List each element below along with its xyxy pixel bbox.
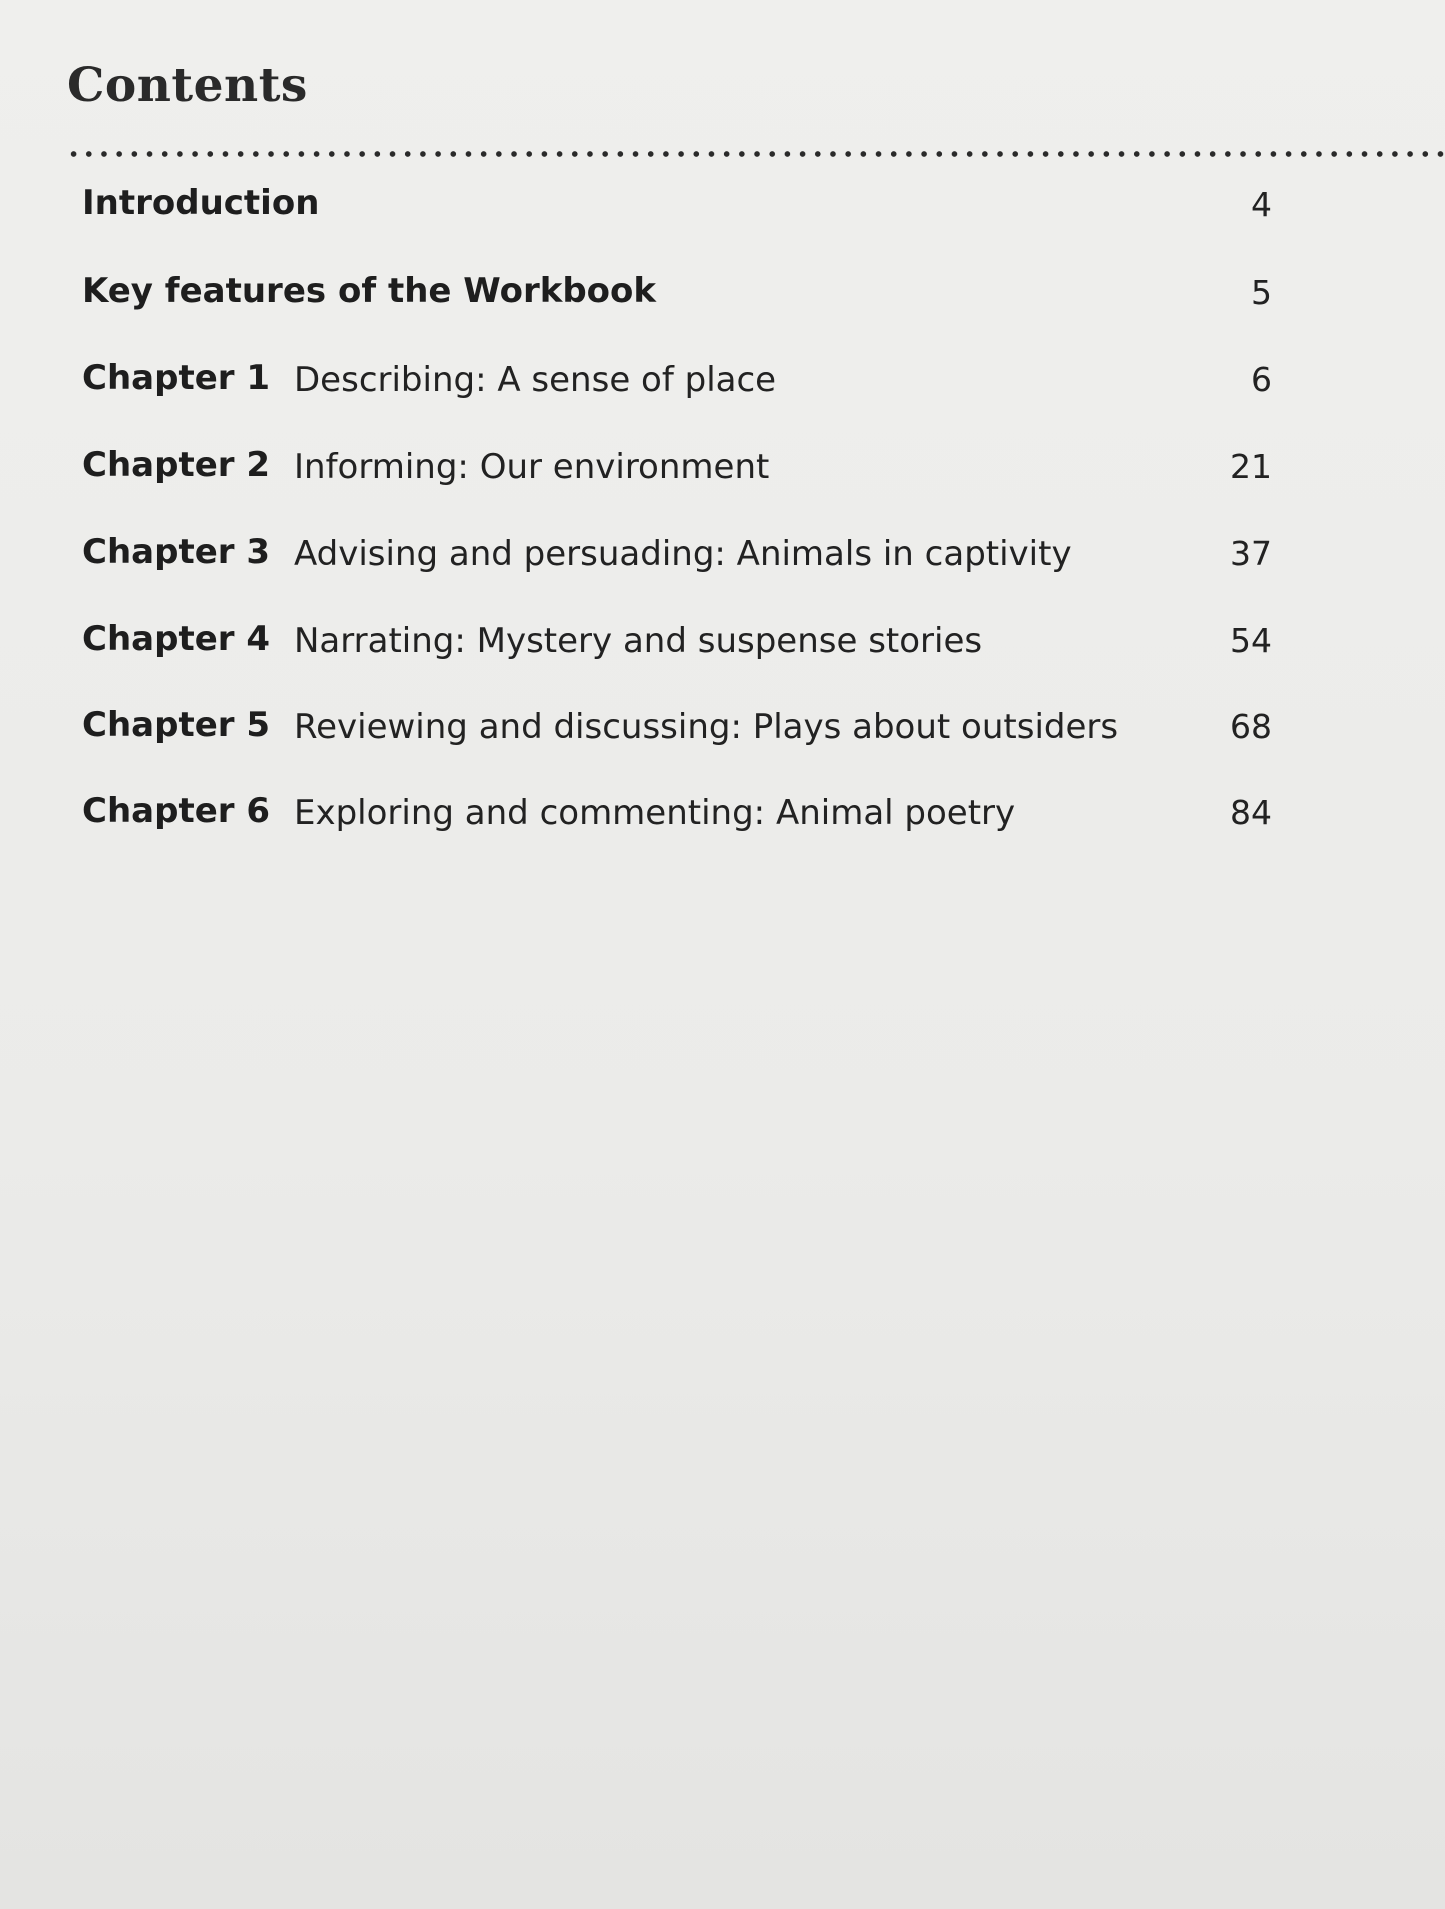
toc-entry-chapter-5 (82, 705, 1272, 755)
chapter-page-number: 68 (1230, 707, 1272, 746)
chapter-title: Describing: A sense of place (294, 360, 777, 400)
entry-page-number: 4 (1251, 185, 1272, 224)
chapter-title: Informing: Our environment (294, 447, 770, 487)
chapter-title: Narrating: Mystery and suspense stories (294, 621, 983, 661)
chapter-number: Chapter 6 (82, 791, 271, 831)
chapter-number: Chapter 5 (82, 705, 271, 745)
chapter-number: Chapter 1 (82, 358, 271, 398)
toc-entry-chapter-1 (82, 358, 1272, 408)
chapter-page-number: 54 (1230, 621, 1272, 660)
chapter-title: Reviewing and discussing: Plays about outsiders (294, 707, 1119, 747)
chapter-title: Exploring and commenting: Animal poetry (294, 793, 1016, 833)
toc-entry-chapter-6 (82, 791, 1272, 841)
toc-entry-introduction (82, 183, 1272, 233)
entry-title: Key features of the Workbook (82, 271, 656, 311)
toc-entry-key-features (82, 271, 1272, 321)
toc-entry-chapter-2 (82, 445, 1272, 495)
contents-heading: Contents (67, 58, 308, 113)
chapter-page-number: 21 (1230, 447, 1272, 486)
toc-entry-chapter-3 (82, 532, 1272, 582)
entry-page-number: 5 (1251, 273, 1272, 312)
chapter-title: Advising and persuading: Animals in captivity (294, 534, 1072, 574)
entry-title: Introduction (82, 183, 320, 223)
chapter-page-number: 6 (1251, 360, 1272, 399)
chapter-number: Chapter 3 (82, 532, 271, 572)
chapter-page-number: 84 (1230, 793, 1272, 832)
chapter-number: Chapter 4 (82, 619, 271, 659)
toc-entry-chapter-4 (82, 619, 1272, 669)
chapter-number: Chapter 2 (82, 445, 271, 485)
chapter-page-number: 37 (1230, 534, 1272, 573)
